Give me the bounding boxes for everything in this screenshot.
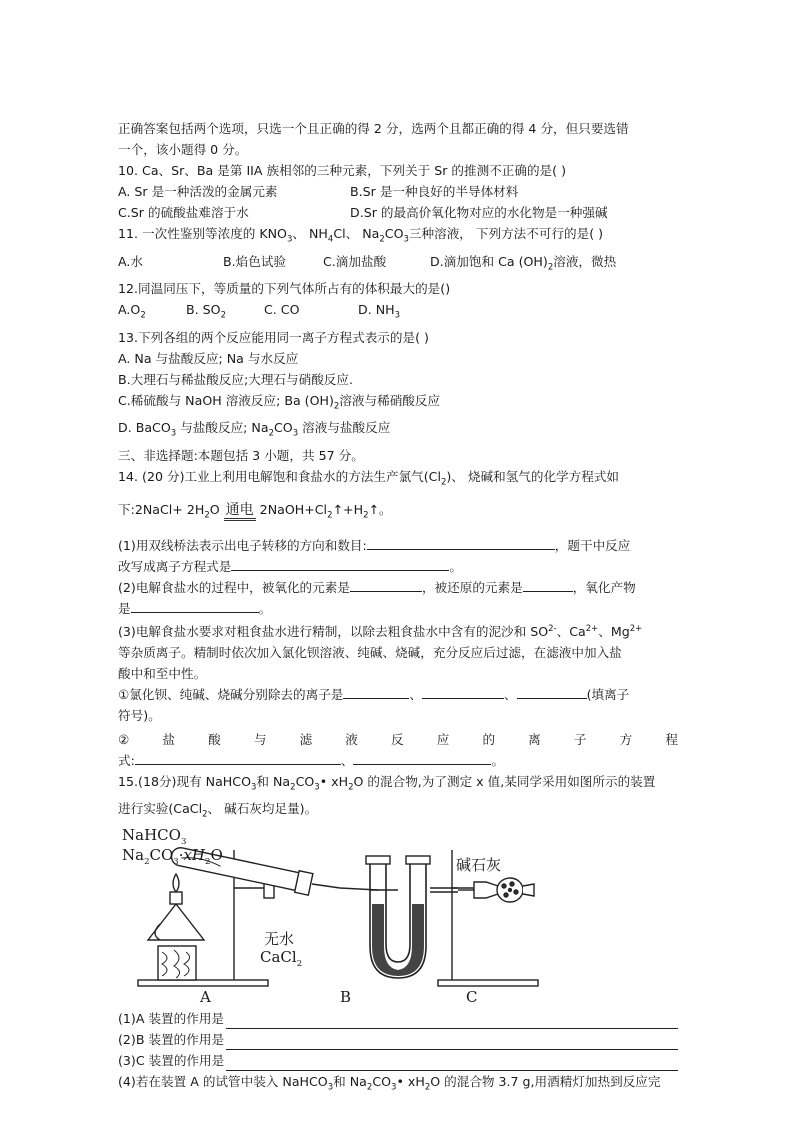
label-text: CO (149, 845, 174, 864)
justified-char: ② (118, 731, 130, 747)
justified-char: 程 (665, 731, 678, 747)
q14-part1-line2 (118, 556, 678, 577)
justified-char: 液 (345, 731, 358, 747)
q14-part2-line2 (118, 598, 678, 619)
sub: 3 (327, 1082, 334, 1093)
q15-part4 (118, 1071, 678, 1099)
sub: 3 (391, 1082, 397, 1093)
q14-part2-text: ，被还原的元素是 (421, 579, 523, 595)
q15-part3 (118, 1050, 678, 1071)
intro-line-1: 正确答案包括两个选项，只选一个且正确的得 2 分，选两个且都正确的得 4 分，但只要选错 (118, 121, 629, 136)
q14-part1-text: (1)用双线桥法表示出电子转移的方向和数目: (118, 537, 367, 553)
q12-option-a-text: A.O (118, 302, 141, 318)
answer-blank[interactable] (343, 686, 409, 699)
sub: 3 (173, 856, 179, 867)
justified-char: 子 (573, 731, 587, 747)
q14-part3-line3: 酸中和至中性。 (118, 665, 207, 681)
sub: 3 (314, 782, 320, 793)
q15-part1-text: (1)A 装置的作用是 (118, 1010, 225, 1026)
q15-stem-text: O 的混合物,为了测定 x 值,某同学采用如图所示的装置 (353, 773, 656, 789)
q14-part3-line7 (118, 750, 678, 771)
answer-blank[interactable] (517, 686, 587, 699)
sub: 3 (180, 836, 187, 847)
q14-part3-text: 式: (118, 752, 135, 768)
q12-option-b (186, 299, 264, 327)
q14-part3-text: (3)电解食盐水要求对粗食盐水进行精制，以除去粗食盐水中含有的泥沙和 SO (118, 623, 549, 639)
q15-part4-text: O 的混合物 3.7 g,用酒精灯加热到反应完 (430, 1073, 661, 1089)
sub: 3 (250, 782, 257, 793)
q12-option-a (118, 299, 186, 327)
answer-blank[interactable] (135, 752, 341, 765)
q15-part2-text: (2)B 装置的作用是 (118, 1031, 225, 1047)
q15-stem-line1 (118, 771, 678, 799)
label-text: ·xH (178, 845, 206, 864)
sub: 2 (202, 809, 208, 820)
q14-part2-line1 (118, 577, 678, 598)
answer-blank[interactable] (226, 1058, 678, 1071)
label-nahco3 (122, 826, 186, 847)
sub: 2 (204, 510, 210, 521)
sub: 2 (144, 856, 150, 867)
electrolysis-condition: 通电 (224, 502, 256, 521)
q11-option-a: A.水 (118, 253, 143, 269)
q14-stem-text: )、 烧碱和氢气的化学方程式如 (446, 468, 620, 484)
q12-option-d (358, 302, 401, 321)
q10-option-c: C.Sr 的硫酸盐难溶于水 (118, 205, 249, 220)
sub: 3 (394, 310, 401, 321)
q14-equation (118, 495, 678, 531)
cacl2-fill (372, 904, 424, 976)
sub: 3 (292, 428, 299, 439)
q14-part1-text: 改写成离子方程式是 (118, 558, 232, 574)
sub: 3 (286, 234, 293, 245)
q15-part4-text: (4)若在装置 A 的试管中装入 NaHCO (118, 1073, 328, 1089)
q15-part4-text: 和 Na (333, 1073, 367, 1089)
q14-part3-text: ①氯化钡、纯碱、烧碱分别除去的离子是 (118, 686, 344, 702)
q11-option-d-text: D.滴加饱和 Ca (OH) (430, 253, 548, 269)
q15-stem-text: CO (295, 773, 315, 789)
q13-option-d-text: 溶液与盐酸反应 (298, 420, 391, 436)
answer-blank[interactable] (367, 537, 555, 550)
label-text: Na (122, 845, 145, 864)
justified-char: 的 (482, 731, 496, 747)
q14-part3-line5: 符号)。 (118, 707, 161, 723)
sub: 4 (327, 234, 334, 245)
q10-option-d: D.Sr 的最高价氧化物对应的水化物是一种强碱 (350, 205, 608, 220)
sub: 2 (379, 234, 385, 245)
q11-stem (118, 223, 678, 251)
q14-stem-text: 14. (20 分)工业上利用电解饱和食盐水的方法生产氯气(Cl (118, 468, 441, 484)
q14-part2-text: ，氧化产物 (572, 579, 636, 595)
answer-blank[interactable] (350, 579, 422, 592)
section-heading: 三、非选择题:本题包括 3 小题，共 57 分。 (118, 447, 364, 463)
q11-options (118, 251, 678, 279)
justified-char: 酸 (208, 731, 221, 747)
label-soda-lime: 碱石灰 (456, 855, 502, 874)
q12-option-b-text: B. SO (186, 302, 221, 318)
answer-blank[interactable] (231, 558, 449, 571)
answer-blank[interactable] (226, 1037, 678, 1050)
sup: 2+ (585, 623, 599, 634)
q10-option-b: B.Sr 是一种良好的半导体材料 (350, 184, 519, 199)
q13-stem: 13.下列各组的两个反应能用同一离子方程式表示的是( ) (118, 329, 429, 345)
sub: 2 (440, 477, 447, 488)
q14-part2-text: 。 (258, 600, 272, 616)
q14-part3-text: 、 (340, 752, 354, 768)
sub: 3 (170, 428, 177, 439)
q13-option-b: B.大理石与稀盐酸反应;大理石与硝酸反应. (118, 371, 353, 387)
equation-text: 下:2NaCl+ 2H (118, 502, 205, 518)
justified-char: 离 (528, 731, 541, 747)
q12-stem: 12.同温同压下，等质量的下列气体所占有的体积最大的是() (118, 281, 451, 297)
q15-part4-text: • xH (396, 1073, 425, 1089)
q15-stem-text: 和 Na (256, 773, 291, 789)
label-cacl2 (260, 948, 302, 969)
alcohol-lamp (148, 904, 204, 940)
q15-part2 (118, 1029, 678, 1050)
stand-base-a (138, 980, 268, 986)
justified-char: 滤 (299, 731, 313, 747)
label-text: CaCl (260, 947, 297, 966)
q13-option-c (118, 390, 678, 418)
answer-blank[interactable] (353, 752, 491, 765)
label-wushui: 无水 (264, 929, 295, 948)
q14-part3-text: 、 (503, 686, 517, 702)
q14-part3-text: 、Ca (556, 623, 586, 639)
answer-blank[interactable] (422, 686, 504, 699)
q15-stem-text: 15.(18分)现有 NaHCO (118, 773, 251, 789)
q11-stem-text: 三种溶液， 下列方法不可行的是( ) (408, 226, 604, 241)
q10-options-cd (118, 202, 678, 223)
justified-char: 反 (391, 731, 404, 747)
q13-option-d-text: 与盐酸反应; Na (176, 420, 269, 436)
sub: 2 (547, 262, 554, 273)
sub: 2 (366, 1082, 373, 1093)
sub: 2 (290, 782, 296, 793)
answer-blank[interactable] (523, 579, 573, 592)
q15-stem-text: • xH (319, 773, 349, 789)
q11-option-c: C.滴加盐酸 (323, 253, 387, 269)
label-text: O (210, 845, 223, 864)
q13-option-d (118, 417, 678, 445)
q11-option-b: B.焰色试验 (223, 253, 287, 269)
sub: 2 (363, 510, 369, 521)
q13-option-d-text: D. BaCO (118, 420, 171, 436)
sub: 2 (220, 310, 226, 321)
q12-options (118, 299, 678, 327)
q14-stem (118, 466, 678, 494)
q13-option-c-text: C.稀硫酸与 NaOH 溶液反应; Ba (OH) (118, 392, 334, 408)
label-A: A (200, 987, 211, 1006)
q15-stem-text: 进行实验(CaCl (118, 801, 203, 817)
q11-option-d-text: 溶液，微热 (553, 253, 617, 269)
sub: 2 (348, 782, 354, 793)
answer-blank[interactable] (226, 1016, 678, 1029)
q14-part1-text: ，题干中反应 (554, 537, 631, 553)
q15-stem-line2 (118, 798, 678, 826)
q13-option-a: A. Na 与盐酸反应; Na 与水反应 (118, 350, 299, 366)
q10-option-a: A. Sr 是一种活泼的金属元素 (118, 184, 278, 199)
q15-stem-text: 、 碱石灰均足量)。 (207, 801, 318, 817)
equation-text: O (209, 502, 224, 518)
exam-page (118, 118, 678, 1098)
q14-part3-line2: 等杂质离子。精制时依次加入氯化钡溶液、纯碱、烧碱，充分反应后过滤，在滤液中加入盐 (118, 644, 622, 660)
answer-blank[interactable] (131, 600, 259, 613)
q14-part3-text: 、 (409, 686, 422, 702)
sub: 2 (424, 1082, 431, 1093)
q14-part3-line4 (118, 684, 678, 705)
justified-char: 与 (253, 731, 267, 747)
label-B: B (340, 987, 352, 1006)
q14-part2-text: (2)电解食盐水的过程中，被氧化的元素是 (118, 579, 350, 595)
q14-part1-line1 (118, 535, 678, 556)
label-C: C (466, 987, 478, 1006)
label-na2co3-xh2o (122, 846, 223, 867)
sub: 2 (268, 428, 274, 439)
q14-part2-text: 是 (118, 600, 131, 616)
apparatus-figure (118, 825, 678, 1008)
q12-option-d-text: D. NH (358, 302, 395, 318)
sub: 2 (327, 510, 333, 521)
equation-text: ↑+H (332, 502, 364, 518)
justified-char: 应 (436, 731, 450, 747)
intro-line-2: 一个，该小题得 0 分。 (118, 142, 248, 157)
q15-part4-text: CO (372, 1073, 392, 1089)
sub: 2 (205, 856, 211, 867)
q14-part3-text: 。 (491, 752, 505, 768)
q11-stem-text: Cl、 Na (333, 226, 380, 241)
q11-stem-text: 11. 一次性鉴别等浓度的 KNO (118, 226, 287, 241)
q14-part3-text: 、Mg (598, 623, 630, 639)
sub: 2 (296, 958, 303, 969)
label-text: NaHCO (122, 825, 181, 844)
justified-char: 方 (619, 731, 633, 747)
q11-option-d (430, 253, 617, 273)
q14-part1-text: 。 (449, 558, 462, 574)
q13-option-d-text: CO (273, 420, 293, 436)
equation-text: 2NaOH+Cl (255, 502, 328, 518)
sup: 2+ (629, 623, 643, 634)
equation-text: ↑。 (368, 502, 392, 518)
justified-char: 盐 (162, 731, 176, 747)
q13-option-c-text: 溶液与稀硝酸反应 (339, 392, 441, 408)
q14-part3-text: (填离子 (586, 686, 630, 702)
q11-stem-text: CO (384, 226, 404, 241)
q10-stem: 10. Ca、Sr、Ba 是第 IIA 族相邻的三种元素，下列关于 Sr 的推测不正确的是( ) (118, 163, 566, 178)
q10-options-ab (118, 181, 678, 202)
q12-option-c: C. CO (264, 302, 300, 318)
sub: 3 (403, 234, 409, 245)
q14-part3-justified-line (118, 729, 678, 750)
sub: 2 (140, 310, 146, 321)
sub: 2 (333, 401, 340, 412)
q14-part3-line1 (118, 619, 678, 642)
sup: 2- (548, 623, 557, 634)
q11-stem-text: 、 NH (292, 226, 328, 241)
q15-part3-text: (3)C 装置的作用是 (118, 1052, 225, 1068)
q15-part1 (118, 1008, 678, 1029)
